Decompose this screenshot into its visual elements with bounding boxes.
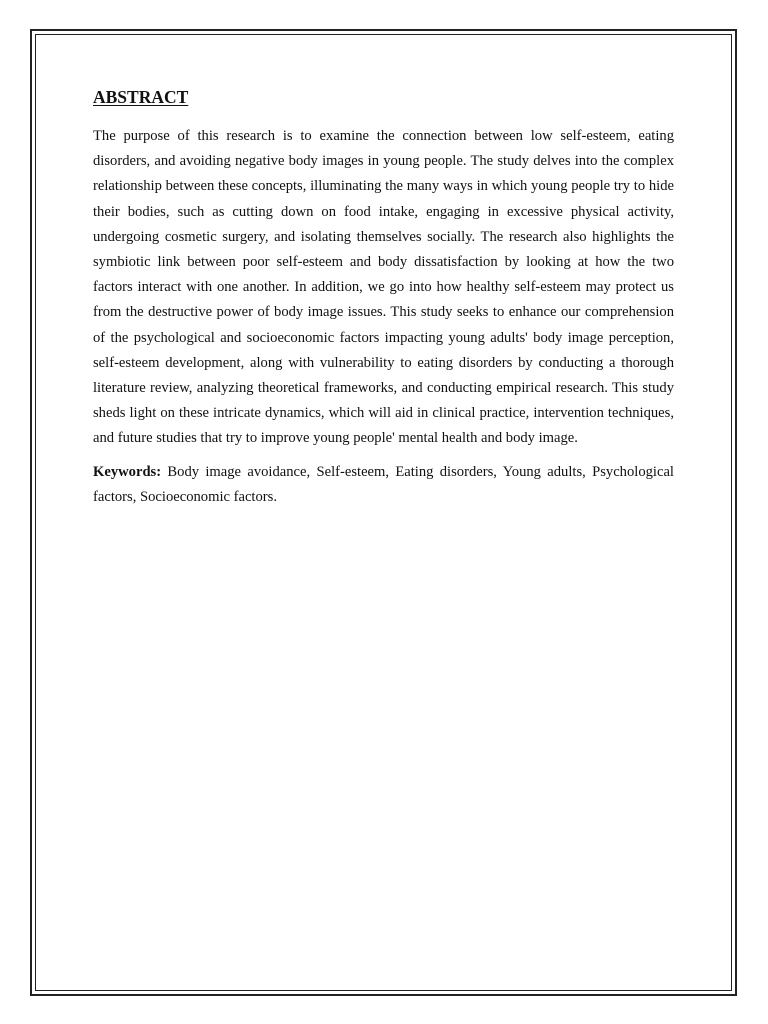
keywords-label: Keywords: [93,463,162,480]
abstract-section [93,86,674,510]
keywords-paragraph [93,460,674,510]
keywords-text: Body image avoidance, Self-esteem, Eating disorders, Young adults, Psychological factors, Socioeconomic factors. [93,463,674,505]
abstract-heading: ABSTRACT [93,87,189,107]
abstract-body: The purpose of this research is to examine the connection between low self-esteem, eating disorders, and avoiding negative body images in young people. The study delves into the complex relationship between these concepts, illuminating the many ways in which young people try to hide their bodies, such as cutting down on food intake, engaging in excessive physical activity, undergoing cosmetic surgery, and isolating themselves socially. The research also highlights the symbiotic link between poor self-esteem and body dissatisfaction by looking at how the two factors interact with one another. In addition, we go into how healthy self-esteem may protect us from the destructive power of body image issues. This study seeks to enhance our comprehension of the psychological and socioeconomic factors impacting young adults' body image perception, self-esteem development, along with vulnerability to eating disorders by conducting a thorough literature review, analyzing theoretical frameworks, and conducting empirical research. This study sheds light on these intricate dynamics, which will aid in clinical practice, intervention techniques, and future studies that try to improve young people' mental health and body image. [93,128,674,447]
